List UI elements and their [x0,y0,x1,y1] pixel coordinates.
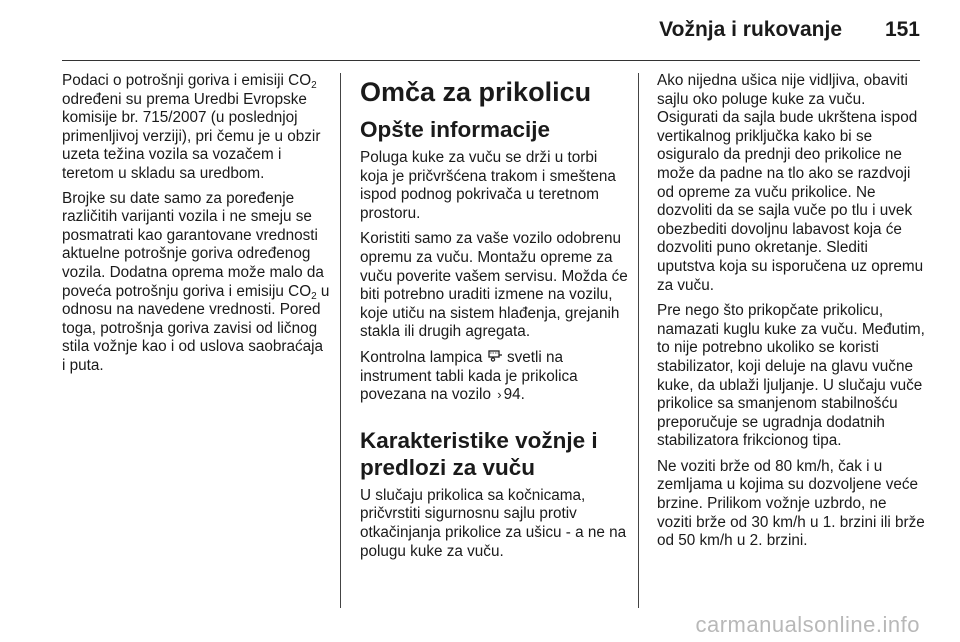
paragraph-indicator: Kontrolna lampica svetli na instrument tabli kada je prikolica povezana na vozilo › 94. [360,348,578,404]
column-2 [360,72,628,568]
subscript: 2 [311,290,317,302]
paragraph-brakes: U slučaju prikolica sa kočnicama, pričvrstiti sigurnosnu sajlu protiv otkačinjanja prikolice za ušicu - a ne na polugu kuke za vuču. [360,486,627,560]
column-divider-1 [340,73,341,608]
paragraph-grease: Pre nego što prikopčate prikolicu, namazati kuglu kuke za vuču. Međutim, to nije potrebno ukoliko se koristi stabilizator, koji deluje na glavu vučne kuke, da ublaži ljuljanje. U slučaju vuče prikolice sa smanjenom stabilnošću preporučuje se ugradnja dodatnih stabilizatora frikcionog tipa. [657,302,925,450]
paragraph-equipment: Koristiti samo za vaše vozilo odobrenu opremu za vuču. Montažu opreme za vuču poverite vašem servisu. Možda će biti potrebno uraditi izmene na vozilu, koje utiču na sistem hlađenja, grejanih stakla ili drugih agregata. [360,230,628,341]
subscript: 2 [311,80,317,91]
header-rule [62,60,920,61]
column-divider-2 [638,73,639,608]
page-number: 151 [884,18,920,41]
paragraph-emissions: Podaci o potrošnji goriva i emisiji CO2 određeni su prema Uredbi Evropske komisije br. 715/2007 (u poslednjoj primenljivoj verziji), pri čemu je u obzir uzeta težina vozila sa vozačem i teretom u skladu sa uredbom. [62,72,321,182]
subsection-heading-2: Karakteristike vožnje i predlozi za vuču [360,427,598,480]
paragraph-comparison: Brojke su date samo za poređenje različitih varijanti vozila i ne smeju se posmatrati kao garantovane vrednosti aktuelne potrošnje goriva određenog vozila. Dodatna oprema može malo da poveća potrošnju goriva i emisiju CO2 u odnosu na navedene vrednosti. Pored toga, potrošnja goriva zavisi od ličnog stila vožnje kao i od uslova saobraćaja i puta. [62,189,330,374]
page-header [0,0,960,62]
paragraph-cable: Ako nijedna ušica nije vidljiva, obaviti sajlu oko poluge kuke za vuču. Osigurati da sajla bude ukrštena ispod vertikalnog priključka kako bi se osiguralo da prednji deo prikolice ne može da padne na tlo ako se razdvoji od opreme za vuču prikolice. Ne dozvoliti da se sajla vuče po tlu i uvek obezbediti dovoljnu labavost koja će dozvoliti puno okretanje. Slediti uputstva koja su isporučena uz opremu za vuču. [657,72,924,294]
column-1 [62,72,330,382]
section-heading: Omča za prikolicu [360,77,592,107]
page-reference-link[interactable]: 94 [503,386,521,404]
paragraph-bag: Poluga kuke za vuču se drži u torbi koja je pričvršćena trakom i smeštena ispod podnog pokrivača u teretnom prostoru. [360,149,616,222]
subsection-heading: Opšte informacije [360,117,551,142]
column-3 [657,72,925,558]
trailer-indicator-icon [487,349,503,368]
watermark-url: carmanualsonline.info [695,612,920,637]
header-title: Vožnja i rukovanje [659,18,842,41]
page-reference-arrow-icon: › [497,387,502,403]
paragraph-speed: Ne voziti brže od 80 km/h, čak i u zemljama u kojima su dozvoljene veće brzine. Prilikom vožnje uzbrdo, ne voziti brže od 30 km/h u 1. brzini ili brže od 50 km/h u 2. brzini. [657,457,925,550]
